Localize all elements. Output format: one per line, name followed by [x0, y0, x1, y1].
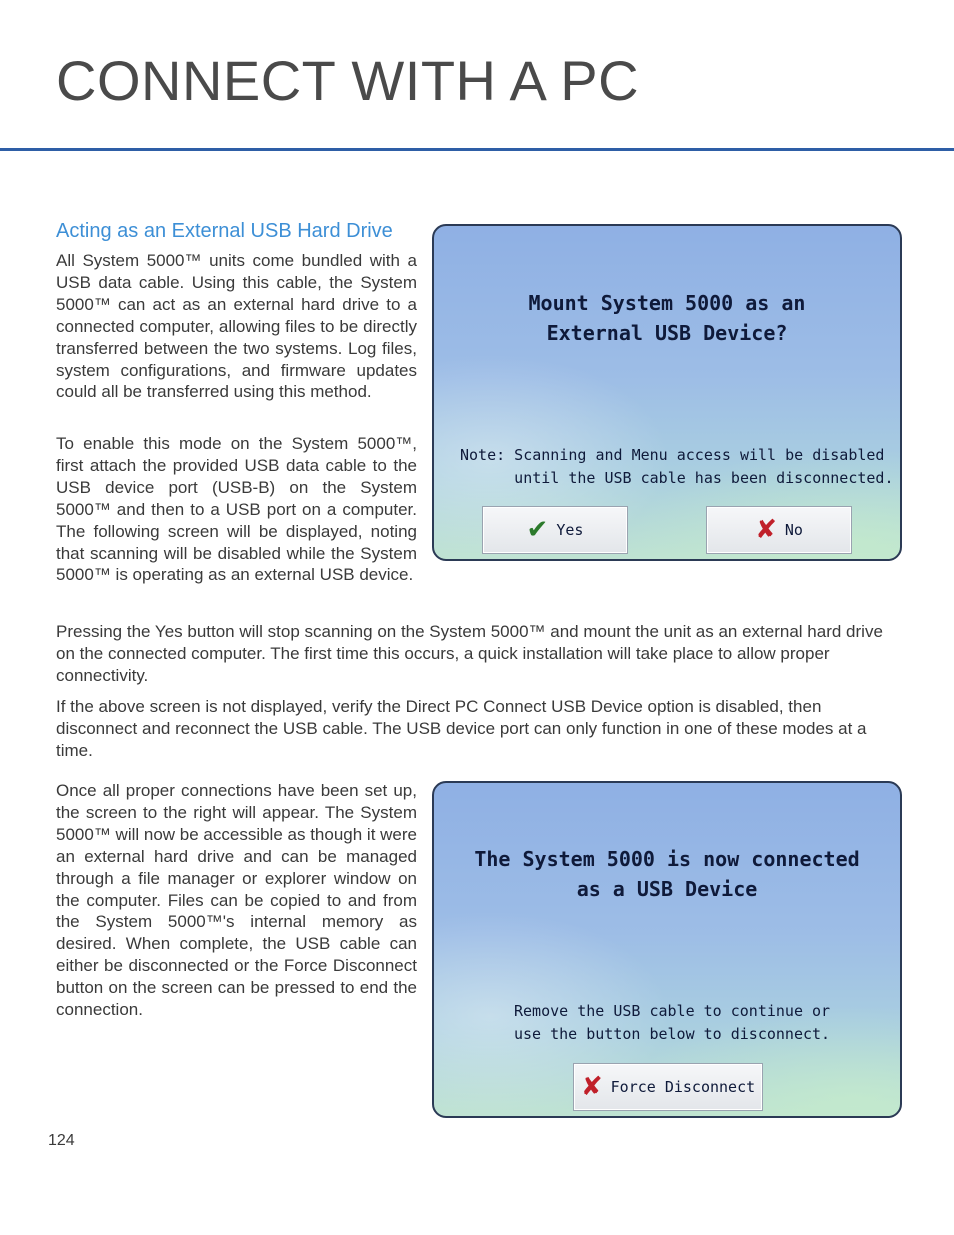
no-button-label: No [784, 521, 803, 539]
screen-title-line: Mount System 5000 as an [528, 291, 806, 315]
paragraph-connected: Once all proper connections have been set up, the screen to the right will appear. The System 5000™ will now be accessible as though it were an external hard drive and can be managed through a file manager or explorer window on the computer. Files can be copied to and from the System 5000™'s internal memory as desired. When complete, the USB cable can either be disconnected or the Force Disconnect button on the screen can be pressed to end the connection. [56, 781, 417, 1020]
no-button[interactable] [706, 506, 852, 554]
note-line: use the button below to disconnect. [514, 1025, 831, 1043]
yes-button-label: Yes [556, 521, 584, 539]
page-number: 124 [48, 1132, 75, 1149]
paragraph-troubleshoot: If the above screen is not displayed, verify the Direct PC Connect USB Device option is disabled, then disconnect and reconnect the USB cable. The USB device port can only function in one of these modes at a time. [56, 697, 867, 760]
usb-connected-screen-title [434, 844, 900, 904]
note-line: until the USB cable has been disconnected. [460, 469, 894, 487]
x-icon: ✘ [755, 515, 777, 545]
note-line: Note: Scanning and Menu access will be disabled [460, 446, 885, 464]
note-line: Remove the USB cable to continue or [514, 1002, 831, 1020]
usb-connected-screen [432, 781, 902, 1118]
screen-title-line: as a USB Device [576, 877, 758, 901]
page-title: CONNECT WITH A PC [56, 49, 640, 112]
paragraph-intro: All System 5000™ units come bundled with a USB data cable. Using this cable, the System 5000™ can act as an external hard drive to a connected computer, allowing files to be directly transferred between the two systems. Log files, system configurations, and firmware updates could all be transferred using this method. [56, 251, 417, 402]
force-disconnect-label: Force Disconnect [610, 1078, 756, 1096]
paragraph-yes-button: Pressing the Yes button will stop scanning on the System 5000™ and mount the unit as an external hard drive on the connected computer. The first time this occurs, a quick installation will take place to allow proper connectivity. [56, 622, 883, 685]
force-disconnect-button[interactable] [573, 1063, 763, 1111]
header-rule [0, 148, 954, 151]
x-icon: ✘ [580, 1072, 603, 1102]
mount-usb-note [460, 444, 893, 490]
usb-connected-note [514, 1000, 830, 1046]
mount-usb-screen-title [434, 288, 900, 348]
mount-usb-screen [432, 224, 902, 561]
yes-button[interactable] [482, 506, 628, 554]
check-icon: ✔ [526, 515, 549, 545]
paragraph-enable-mode: To enable this mode on the System 5000™, first attach the provided USB data cable to the USB device port (USB-B) on the System 5000™ and then to a USB port on a computer. The following screen will be displayed, noting that scanning will be disabled while the System 5000™ is operating as an external USB device. [56, 434, 417, 585]
section-heading: Acting as an External USB Hard Drive [56, 220, 393, 242]
screen-title-line: The System 5000 is now connected [474, 847, 860, 871]
screen-title-line: External USB Device? [546, 321, 788, 345]
